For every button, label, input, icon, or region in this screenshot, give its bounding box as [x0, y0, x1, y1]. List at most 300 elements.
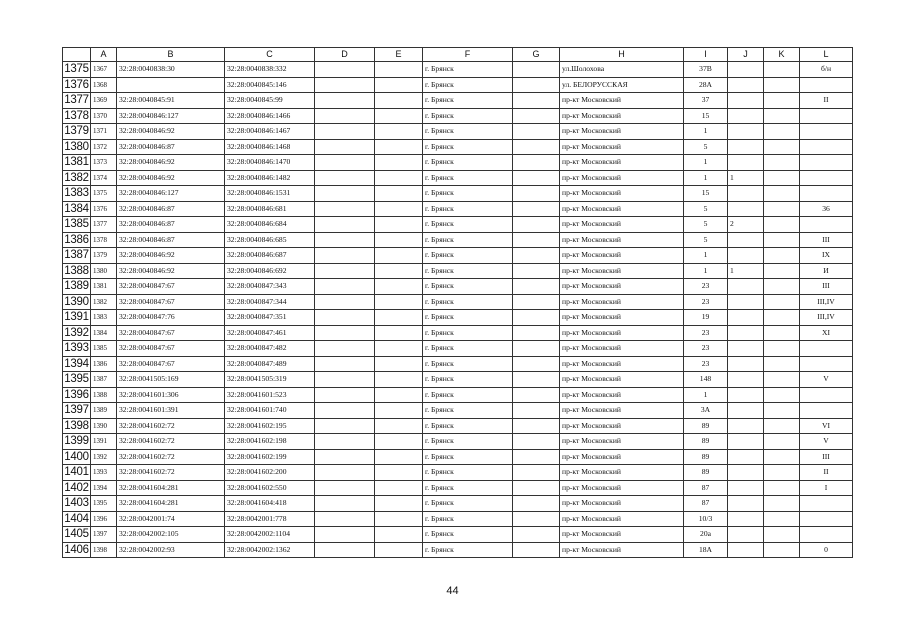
cell-d: [315, 248, 375, 264]
cell-j: [728, 465, 764, 481]
cell-f: г. Брянск: [423, 263, 513, 279]
cell-j: [728, 310, 764, 326]
cell-h: пр-кт Московский: [560, 511, 684, 527]
cell-e: [375, 248, 423, 264]
cell-k: [764, 93, 800, 109]
cell-b: 32:28:0040846:87: [117, 232, 225, 248]
cell-f: г. Брянск: [423, 449, 513, 465]
table-row: [63, 155, 853, 171]
cell-c: 32:28:0040846:1467: [225, 124, 315, 140]
cell-d: [315, 542, 375, 558]
cell-b: 32:28:0040846:127: [117, 186, 225, 202]
cell-c: 32:28:0041604:418: [225, 496, 315, 512]
cell-e: [375, 93, 423, 109]
cell-k: [764, 403, 800, 419]
cell-c: 32:28:0041602:199: [225, 449, 315, 465]
cell-k: [764, 124, 800, 140]
cell-a: 1384: [91, 325, 117, 341]
cell-d: [315, 480, 375, 496]
cell-a: 1387: [91, 372, 117, 388]
cell-j: [728, 511, 764, 527]
row-number: 1380: [64, 140, 89, 153]
row-number: 1389: [64, 280, 89, 292]
row-number: 1378: [64, 109, 89, 122]
row-number: 1390: [64, 295, 89, 308]
cell-j: [728, 449, 764, 465]
cell-a: 1389: [91, 403, 117, 419]
cell-e: [375, 496, 423, 512]
cell-l: II: [800, 93, 853, 109]
cell-b: 32:28:0041604:281: [117, 480, 225, 496]
cell-k: [764, 325, 800, 341]
cell-j: [728, 418, 764, 434]
cell-f: г. Брянск: [423, 310, 513, 326]
table-row: [63, 201, 853, 217]
cell-g: [513, 480, 560, 496]
table-row: [63, 232, 853, 248]
table-row: [63, 449, 853, 465]
cell-i: 23: [684, 279, 728, 295]
cell-h: пр-кт Московский: [560, 108, 684, 124]
cell-e: [375, 155, 423, 171]
table-row: [63, 465, 853, 481]
table-row: [63, 217, 853, 233]
cell-i: 1: [684, 170, 728, 186]
cell-c: 32:28:0040846:1531: [225, 186, 315, 202]
cell-e: [375, 310, 423, 326]
cell-l: V: [800, 372, 853, 388]
row-number: 1391: [64, 311, 89, 323]
cell-e: [375, 341, 423, 357]
cell-l: 36: [800, 201, 853, 217]
cell-h: пр-кт Московский: [560, 248, 684, 264]
column-header-corner: [63, 48, 91, 62]
cell-k: [764, 496, 800, 512]
cell-i: 19: [684, 310, 728, 326]
cell-i: 89: [684, 465, 728, 481]
cell-h: пр-кт Московский: [560, 542, 684, 558]
cell-b: 32:28:0041602:72: [117, 418, 225, 434]
row-number: 1385: [64, 218, 89, 230]
cell-l: [800, 108, 853, 124]
cell-k: [764, 372, 800, 388]
cell-g: [513, 496, 560, 512]
cell-i: 23: [684, 356, 728, 372]
table-row: [63, 248, 853, 264]
cell-f: г. Брянск: [423, 62, 513, 78]
cell-f: г. Брянск: [423, 232, 513, 248]
cell-g: [513, 341, 560, 357]
column-header-e: E: [375, 48, 423, 62]
table-row: [63, 310, 853, 326]
cell-e: [375, 418, 423, 434]
cell-h: пр-кт Московский: [560, 465, 684, 481]
cell-c: 32:28:0042002:1362: [225, 542, 315, 558]
cell-i: 148: [684, 372, 728, 388]
cell-b: 32:28:0041505:169: [117, 372, 225, 388]
cell-l: [800, 170, 853, 186]
cell-b: 32:28:0040847:67: [117, 325, 225, 341]
table-row: [63, 372, 853, 388]
table-row: [63, 294, 853, 310]
cell-f: г. Брянск: [423, 341, 513, 357]
cell-j: [728, 372, 764, 388]
cell-h: пр-кт Московский: [560, 341, 684, 357]
cell-l: I: [800, 480, 853, 496]
cell-h: пр-кт Московский: [560, 418, 684, 434]
cell-k: [764, 465, 800, 481]
cell-k: [764, 434, 800, 450]
cell-k: [764, 542, 800, 558]
cell-f: г. Брянск: [423, 403, 513, 419]
table-row: [63, 186, 853, 202]
cell-k: [764, 170, 800, 186]
cell-e: [375, 480, 423, 496]
column-header-b: B: [117, 48, 225, 62]
table-row: [63, 356, 853, 372]
cell-g: [513, 418, 560, 434]
cell-k: [764, 527, 800, 543]
cell-c: 32:28:0041602:198: [225, 434, 315, 450]
cell-l: VI: [800, 418, 853, 434]
cell-e: [375, 279, 423, 295]
cell-a: 1378: [91, 232, 117, 248]
cell-i: 18А: [684, 542, 728, 558]
cell-l: III: [800, 449, 853, 465]
cell-i: 89: [684, 418, 728, 434]
cell-k: [764, 186, 800, 202]
cell-f: г. Брянск: [423, 108, 513, 124]
cell-g: [513, 77, 560, 93]
row-number: 1383: [64, 187, 89, 199]
cell-f: г. Брянск: [423, 356, 513, 372]
cell-d: [315, 124, 375, 140]
cell-c: 32:28:0042002:1104: [225, 527, 315, 543]
table-row: [63, 325, 853, 341]
cell-b: 32:28:0041604:281: [117, 496, 225, 512]
cell-h: пр-кт Московский: [560, 232, 684, 248]
cell-d: [315, 356, 375, 372]
cell-e: [375, 372, 423, 388]
table-row: [63, 77, 853, 93]
cell-h: ул.Шолохова: [560, 62, 684, 78]
cell-a: 1380: [91, 263, 117, 279]
cell-f: г. Брянск: [423, 496, 513, 512]
table-row: [63, 418, 853, 434]
cell-a: 1398: [91, 542, 117, 558]
cell-j: [728, 201, 764, 217]
cell-e: [375, 449, 423, 465]
cell-e: [375, 403, 423, 419]
cell-l: III: [800, 279, 853, 295]
cell-j: [728, 124, 764, 140]
cell-e: [375, 527, 423, 543]
cell-j: [728, 294, 764, 310]
cell-d: [315, 62, 375, 78]
cell-d: [315, 201, 375, 217]
cell-d: [315, 279, 375, 295]
cell-i: 28А: [684, 77, 728, 93]
cell-l: [800, 403, 853, 419]
cell-e: [375, 294, 423, 310]
cell-h: пр-кт Московский: [560, 372, 684, 388]
column-header-d: D: [315, 48, 375, 62]
cell-h: ул. БЕЛОРУССКАЯ: [560, 77, 684, 93]
row-number: 1384: [64, 202, 89, 215]
cell-l: [800, 527, 853, 543]
cell-d: [315, 511, 375, 527]
cell-f: г. Брянск: [423, 294, 513, 310]
table-row: [63, 480, 853, 496]
cell-h: пр-кт Московский: [560, 186, 684, 202]
cell-j: [728, 325, 764, 341]
row-number: 1406: [64, 543, 89, 556]
cell-b: 32:28:0040846:87: [117, 139, 225, 155]
cell-f: г. Брянск: [423, 201, 513, 217]
table-row: [63, 139, 853, 155]
cell-c: 32:28:0040846:1468: [225, 139, 315, 155]
cell-c: 32:28:0040845:146: [225, 77, 315, 93]
cell-c: 32:28:0040847:489: [225, 356, 315, 372]
row-number: 1375: [64, 63, 89, 75]
cell-b: 32:28:0041602:72: [117, 449, 225, 465]
cell-b: 32:28:0040845:91: [117, 93, 225, 109]
cell-c: 32:28:0040846:684: [225, 217, 315, 233]
cell-a: 1381: [91, 279, 117, 295]
row-number: 1379: [64, 125, 89, 137]
cell-a: 1394: [91, 480, 117, 496]
cell-b: 32:28:0040846:92: [117, 170, 225, 186]
cell-f: г. Брянск: [423, 387, 513, 403]
cell-e: [375, 511, 423, 527]
cell-a: 1383: [91, 310, 117, 326]
cell-e: [375, 124, 423, 140]
row-number: 1386: [64, 233, 89, 246]
cell-b: 32:28:0041602:72: [117, 465, 225, 481]
cell-g: [513, 465, 560, 481]
cell-k: [764, 418, 800, 434]
cell-f: г. Брянск: [423, 217, 513, 233]
cell-i: 23: [684, 294, 728, 310]
cell-h: пр-кт Московский: [560, 310, 684, 326]
cell-j: [728, 356, 764, 372]
cell-j: [728, 248, 764, 264]
cell-h: пр-кт Московский: [560, 279, 684, 295]
cell-c: 32:28:0041601:740: [225, 403, 315, 419]
cell-e: [375, 217, 423, 233]
cell-l: III,IV: [800, 294, 853, 310]
table-row: [63, 511, 853, 527]
cell-h: пр-кт Московский: [560, 155, 684, 171]
cell-b: 32:28:0042001:74: [117, 511, 225, 527]
cell-g: [513, 93, 560, 109]
cell-d: [315, 310, 375, 326]
cell-k: [764, 248, 800, 264]
cell-i: 37: [684, 93, 728, 109]
row-number: 1400: [64, 450, 89, 463]
cell-j: [728, 139, 764, 155]
cell-e: [375, 325, 423, 341]
table-row: [63, 263, 853, 279]
cell-g: [513, 248, 560, 264]
cell-a: 1375: [91, 186, 117, 202]
cell-b: 32:28:0040846:127: [117, 108, 225, 124]
cell-a: 1371: [91, 124, 117, 140]
table-row: [63, 403, 853, 419]
cell-k: [764, 155, 800, 171]
cell-j: 1: [728, 170, 764, 186]
cell-c: 32:28:0040845:99: [225, 93, 315, 109]
table-body: [63, 62, 853, 558]
table-row: [63, 434, 853, 450]
cell-g: [513, 62, 560, 78]
cell-j: [728, 108, 764, 124]
cell-f: г. Брянск: [423, 170, 513, 186]
cell-k: [764, 449, 800, 465]
cell-c: 32:28:0041601:523: [225, 387, 315, 403]
row-number: 1402: [64, 481, 89, 494]
cell-d: [315, 325, 375, 341]
cell-f: г. Брянск: [423, 124, 513, 140]
cell-i: 89: [684, 434, 728, 450]
table-row: [63, 387, 853, 403]
cell-e: [375, 108, 423, 124]
cell-g: [513, 372, 560, 388]
cell-l: 0: [800, 542, 853, 558]
cell-f: г. Брянск: [423, 434, 513, 450]
cell-a: 1392: [91, 449, 117, 465]
cell-d: [315, 465, 375, 481]
cell-g: [513, 217, 560, 233]
cell-h: пр-кт Московский: [560, 93, 684, 109]
cell-a: 1368: [91, 77, 117, 93]
cell-l: IX: [800, 248, 853, 264]
cell-b: 32:28:0040847:76: [117, 310, 225, 326]
cell-b: 32:28:0041601:391: [117, 403, 225, 419]
row-number: 1376: [64, 78, 89, 91]
cell-k: [764, 263, 800, 279]
cell-f: г. Брянск: [423, 480, 513, 496]
cell-c: 32:28:0041602:195: [225, 418, 315, 434]
cell-c: 32:28:0040847:351: [225, 310, 315, 326]
table-row: [63, 496, 853, 512]
cell-h: пр-кт Московский: [560, 139, 684, 155]
cell-c: 32:28:0040846:1466: [225, 108, 315, 124]
cell-f: г. Брянск: [423, 418, 513, 434]
cell-d: [315, 217, 375, 233]
cell-c: 32:28:0040846:687: [225, 248, 315, 264]
cell-g: [513, 325, 560, 341]
cell-g: [513, 356, 560, 372]
row-number: 1377: [64, 94, 89, 106]
cell-g: [513, 527, 560, 543]
cell-j: [728, 62, 764, 78]
cell-d: [315, 434, 375, 450]
cell-k: [764, 341, 800, 357]
cell-k: [764, 511, 800, 527]
cell-j: [728, 542, 764, 558]
cell-c: 32:28:0040847:461: [225, 325, 315, 341]
cell-g: [513, 542, 560, 558]
column-header-h: H: [560, 48, 684, 62]
cell-a: 1376: [91, 201, 117, 217]
table-row: [63, 527, 853, 543]
cell-k: [764, 139, 800, 155]
cell-h: пр-кт Московский: [560, 403, 684, 419]
cell-i: 1: [684, 124, 728, 140]
cell-g: [513, 232, 560, 248]
cell-f: г. Брянск: [423, 279, 513, 295]
cell-k: [764, 217, 800, 233]
cell-l: [800, 155, 853, 171]
cell-i: 23: [684, 341, 728, 357]
cell-h: пр-кт Московский: [560, 325, 684, 341]
cell-l: [800, 217, 853, 233]
cell-j: [728, 403, 764, 419]
cell-e: [375, 201, 423, 217]
cell-a: 1377: [91, 217, 117, 233]
cell-b: 32:28:0042002:105: [117, 527, 225, 543]
row-number: 1388: [64, 264, 89, 277]
cell-j: [728, 155, 764, 171]
cell-i: 1: [684, 387, 728, 403]
cell-e: [375, 387, 423, 403]
cell-c: 32:28:0040847:482: [225, 341, 315, 357]
cell-g: [513, 139, 560, 155]
cell-j: [728, 527, 764, 543]
cell-g: [513, 186, 560, 202]
cell-c: 32:28:0040847:343: [225, 279, 315, 295]
cell-b: 32:28:0040847:67: [117, 279, 225, 295]
cell-j: [728, 93, 764, 109]
cell-i: 89: [684, 449, 728, 465]
cell-c: 32:28:0040838:332: [225, 62, 315, 78]
column-header-j: J: [728, 48, 764, 62]
cell-g: [513, 263, 560, 279]
cell-a: 1374: [91, 170, 117, 186]
row-number: 1399: [64, 435, 89, 447]
cell-g: [513, 279, 560, 295]
cell-i: 37В: [684, 62, 728, 78]
cell-i: 1: [684, 263, 728, 279]
cell-k: [764, 77, 800, 93]
cell-i: 5: [684, 232, 728, 248]
cell-a: 1390: [91, 418, 117, 434]
cell-a: 1385: [91, 341, 117, 357]
cell-g: [513, 294, 560, 310]
cell-b: [117, 77, 225, 93]
cell-k: [764, 356, 800, 372]
cell-k: [764, 62, 800, 78]
cell-g: [513, 387, 560, 403]
cell-j: [728, 434, 764, 450]
cell-b: 32:28:0040846:92: [117, 124, 225, 140]
cell-h: пр-кт Московский: [560, 387, 684, 403]
cell-l: XI: [800, 325, 853, 341]
cell-g: [513, 155, 560, 171]
cell-d: [315, 155, 375, 171]
cell-j: [728, 77, 764, 93]
row-number: 1393: [64, 342, 89, 354]
row-number: 1398: [64, 419, 89, 432]
cell-d: [315, 527, 375, 543]
cell-d: [315, 108, 375, 124]
cell-g: [513, 449, 560, 465]
cell-c: 32:28:0041505:319: [225, 372, 315, 388]
cell-j: [728, 480, 764, 496]
table-row: [63, 341, 853, 357]
cell-b: 32:28:0040846:87: [117, 201, 225, 217]
